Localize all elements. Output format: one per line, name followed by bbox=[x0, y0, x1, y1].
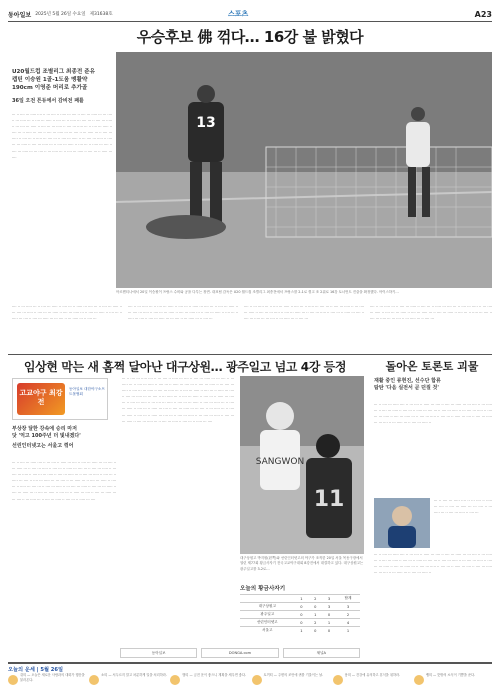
zodiac-icon bbox=[89, 675, 99, 685]
top-body-col-4: ···· ·· ··· ····· ··· ·· ···· ··· ····· ·· ···· ··· ·· ····· ··· ···· ··· ·· ···· ··· ····· ·· ··· ···· ··· ····· ·· ···· ··· ··· ····· ·· ···· ··· ····· ··· ·· ···· ··· ····· ·· ···· ··· ·· ····· ··· ···· ·· ···· ··· ····· ··· ··· ···· ·· ··· ····· ··· ·· ···· ··· bbox=[244, 305, 364, 322]
zodiac-icon bbox=[8, 675, 18, 685]
subdeck-line: 캡틴 이승원 1골-1도움 맹활약 bbox=[12, 77, 88, 84]
subdeck-line: U20월드컵 조별리그 최종전 준유 bbox=[12, 69, 96, 75]
ad-box[interactable]: 채널A bbox=[283, 648, 360, 658]
third-body-col-2: ··· ·· ···· ··· ····· ···· ·· ··· ···· ·· ····· ··· ···· ·· ···· ··· ····· ··· ··· ···· ·· ··· ····· ··· ·· ···· ··· ····· ·· ···· ··· bbox=[434, 499, 492, 516]
subdeck-line: 부상장 달한 강속에 승리 마저 bbox=[12, 426, 77, 432]
score-cell: 1 bbox=[295, 627, 309, 635]
top-photo-caption: 아르헨티나에서 20일 이승원이 프랑스 수비와 공을 다투는 장면. 대표팀 감독은 U20 월드컵 조별리그 최종전에서 프랑스를 2-1로 꺾고 조 2위로 16강 토너먼트 진출을 확정했다. 아이스하키… bbox=[116, 290, 399, 294]
match-photo bbox=[116, 52, 492, 288]
ryu-photo-image bbox=[374, 498, 430, 548]
zodiac-icon bbox=[414, 675, 424, 685]
series-logo-box bbox=[12, 378, 108, 420]
table-row bbox=[240, 611, 360, 619]
table-header: 1 bbox=[295, 595, 309, 603]
series-sponsor: 동아일보 대한야구소프트볼협회 bbox=[69, 387, 105, 397]
scoreboard bbox=[240, 584, 360, 644]
table-header: 2 bbox=[308, 595, 322, 603]
table-header: 합계 bbox=[336, 595, 360, 603]
top-body-col-2: ···· ·· ··· ····· ··· ·· ···· ··· ····· ·· ···· ··· ·· ····· ··· ···· ··· ·· ···· ··· ····· ·· ··· ···· ··· ····· ·· ···· ··· ··· ····· ·· ···· ··· ····· ··· ·· ···· ··· ····· ·· ···· ··· ·· ····· ··· ···· ·· ···· ··· ····· ··· ··· ···· ·· ··· ····· ··· ·· ···· ··· bbox=[12, 305, 122, 322]
score-total: 2 bbox=[336, 611, 360, 619]
score-cell: 1 bbox=[322, 619, 336, 627]
newspaper-logo: 동아일보 bbox=[8, 11, 32, 19]
page-number: A23 bbox=[474, 9, 492, 19]
score-total: 1 bbox=[336, 627, 360, 635]
section-name: 스포츠 bbox=[228, 10, 249, 18]
score-total: 4 bbox=[336, 619, 360, 627]
fortune-item bbox=[89, 673, 167, 687]
score-cell: 2 bbox=[308, 619, 322, 627]
third-body-col-1: ··· ·· ···· ··· ····· ···· ·· ··· ···· ·· ····· ··· ···· ·· ···· ··· ····· ··· ··· ···· ·· ··· ····· ··· ·· ···· ··· ····· ·· ···· ··· ·· ····· ··· ···· ··· ·· ···· ··· ····· ·· ··· ···· ··· ····· ·· ···· ··· ··· ····· ·· ···· ··· ····· ··· ·· ···· ··· ····· ·· ···· ··· ·· ····· ··· ···· ·· ···· ··· ····· ··· ··· ···· ·· ··· ····· ··· ·· ···· ··· ····· ·· bbox=[374, 403, 492, 426]
score-cell: 0 bbox=[322, 611, 336, 619]
match-photo-image bbox=[116, 52, 492, 288]
subdeck-line: 190cm 이영준 머리로 추가골 bbox=[12, 85, 88, 92]
svg-text:13: 13 bbox=[196, 115, 216, 131]
third-headline: 돌아온 토론토 괴물 bbox=[385, 360, 479, 373]
second-headline: 임상현 막는 새 홈쩍 달아난 대구상원… 광주일고 넘고 4강 등정 bbox=[23, 360, 347, 374]
ryu-photo bbox=[374, 498, 430, 548]
issue-number: 제31638호 bbox=[89, 12, 113, 17]
fortune-item bbox=[8, 673, 86, 687]
fortune-text: 소띠 — 서두르지 말고 차분하게 일을 처리하라. bbox=[101, 673, 167, 677]
scoreboard-table bbox=[240, 594, 360, 634]
svg-text:SANGWON: SANGWON bbox=[255, 457, 305, 467]
second-body-col-1: ··· ·· ···· ··· ····· ···· ·· ··· ···· ·· ····· ··· ···· ·· ···· ··· ····· ··· ··· ···· ·· ··· ····· ··· ·· ···· ··· ····· ·· ···· ··· ·· ····· ··· ···· ··· ·· ···· ··· ····· ·· ··· ···· ··· ····· ·· ···· ··· ··· ····· ·· ···· ··· ····· ··· ·· ···· ··· ····· ·· ···· ··· ·· ····· ··· ···· ·· ···· ··· ····· ··· ··· ···· ·· ··· ····· ··· ·· ···· ··· ····· ·· ···· ··· ·· ····· ··· ···· ··· ·· ···· ··· ····· ·· ··· ···· ··· ····· ·· ···· ··· ··· ····· ·· ···· ··· ····· ··· ·· ···· ··· ····· ·· ···· ··· ·· ····· ··· ···· ·· ···· ··· ····· ··· ··· ···· ·· ··· ····· ··· ·· ···· ··· ····· ·· ···· ··· ·· ····· ··· ···· bbox=[12, 461, 116, 502]
score-cell: 1 bbox=[308, 611, 322, 619]
ad-strip bbox=[120, 648, 360, 658]
zodiac-icon bbox=[333, 675, 343, 685]
second-body-col-2: ··· ·· ···· ··· ····· ···· ·· ··· ···· ·· ····· ··· ···· ·· ···· ··· ····· ··· ··· ···· ·· ··· ····· ··· ·· ···· ··· ····· ·· ···· ··· ·· ····· ··· ···· ··· ·· ···· ··· ····· ·· ··· ···· ··· ····· ·· ···· ··· ··· ····· ·· ···· ··· ····· ··· ·· ···· ··· ····· ·· ···· ··· ·· ····· ··· ···· ·· ···· ··· ····· ··· ··· ···· ·· ··· ····· ··· ·· ···· ··· ····· ·· ···· ··· ·· ····· ··· ···· ··· ·· ···· ··· ····· ·· ··· ···· ··· ····· ·· ···· ··· ··· ····· ·· ···· ··· ····· ··· ·· ···· ··· ····· ·· ···· ··· ·· ····· ··· ···· ·· ···· ··· ····· ··· ··· ···· ·· ··· ····· ··· ·· ···· ··· ····· ·· ···· ··· ·· ····· ··· ···· ··· ·· ···· ··· ····· ·· ··· ···· ··· ····· ·· ···· ··· ··· ····· ·· ···· ··· ····· ··· ·· ···· ··· ····· ·· ···· ··· ·· ····· ··· ···· bbox=[122, 377, 234, 424]
table-row bbox=[240, 603, 360, 611]
fortune-item bbox=[414, 673, 492, 687]
subdeck-line: 탐탄 '다음 실전서 곧 던질 것' bbox=[374, 385, 439, 392]
header-rule bbox=[8, 21, 492, 22]
third-subdeck bbox=[374, 378, 492, 393]
series-logo: 고교야구 최강전 bbox=[17, 383, 65, 415]
issue-date: 2025년 5월 26일 수요일 bbox=[35, 12, 86, 17]
top-body-col-5: ···· ·· ··· ····· ··· ·· ···· ··· ····· ·· ···· ··· ·· ····· ··· ···· ··· ·· ···· ··· ····· ·· ··· ···· ··· ····· ·· ···· ··· ··· ····· ·· ···· ··· ····· ··· ·· ···· ··· ····· ·· ···· ··· ·· ····· ··· ···· ·· ···· ··· ····· ··· ··· ···· ·· ··· ····· ··· ·· ···· ··· bbox=[370, 305, 492, 322]
section-rule bbox=[8, 354, 492, 355]
baseball-photo bbox=[240, 376, 364, 554]
team-name: 대구상원고 bbox=[240, 603, 295, 611]
subdeck-line: 닷 '억고 100주년 더 빛내겠다' bbox=[12, 433, 81, 440]
score-cell: 0 bbox=[295, 619, 309, 627]
fortune-row bbox=[8, 673, 492, 687]
score-total: 3 bbox=[336, 603, 360, 611]
top-body-col-3: ···· ·· ··· ····· ··· ·· ···· ··· ····· ·· ···· ··· ·· ····· ··· ···· ··· ·· ···· ··· ····· ·· ··· ···· ··· ····· ·· ···· ··· ··· ····· ·· ···· ··· ····· ··· ·· ···· ··· ····· ·· ···· ··· ·· ····· ··· ···· ·· ···· ··· ····· ··· ··· ···· ·· ··· ····· ··· ·· ···· ··· bbox=[128, 305, 238, 322]
fortune-section bbox=[8, 662, 492, 686]
fortune-item bbox=[170, 673, 248, 687]
fortune-text: 용띠 — 건강에 유의하고 휴식을 취하라. bbox=[344, 673, 401, 677]
score-cell: 0 bbox=[308, 603, 322, 611]
ad-box[interactable]: DONGA.com bbox=[201, 648, 278, 658]
top-body-col-1: ··· ·· ···· ··· ····· ···· ·· ··· ···· ·· ····· ··· ···· ·· ···· ··· ····· ··· ··· ···· ·· ··· ····· ··· ·· ···· ··· ····· ·· ···· ··· ·· ····· ··· ···· ··· ·· ···· ··· ····· ·· ··· ···· ··· ····· ·· ···· ··· ··· ····· ·· ···· ··· ····· ··· ·· ···· ··· ····· ·· ···· ··· ·· ····· ··· ···· ·· ···· ··· ····· ··· ··· ···· ·· ··· ····· ··· ·· ···· ··· ····· ·· ···· ··· ·· ····· ··· ···· ··· ·· ···· ··· ····· ·· ··· ···· ··· ····· ·· ···· ··· ··· ····· ·· ···· ··· ····· ··· ·· ···· ··· ····· ·· ···· ··· ·· ····· ··· ···· ·· ···· ··· ····· ··· ··· ···· ·· ··· ····· ··· ·· ···· ··· ····· ·· ···· ··· ·· ····· ··· ···· bbox=[12, 113, 112, 160]
third-body-col-3: ··· ·· ···· ··· ····· ···· ·· ··· ···· ·· ····· ··· ···· ·· ···· ··· ····· ··· ··· ···· ·· ··· ····· ··· ·· ···· ··· ····· ·· ···· ··· ·· ····· ··· ···· ··· ·· ···· ··· ····· ·· ··· ···· ··· ····· ·· ···· ··· ··· ····· ·· ···· ··· ····· ··· ·· ···· ··· ····· ·· ···· ··· ·· ····· ··· ···· ·· ···· ··· ····· ··· ··· ···· ·· ··· ····· ··· ·· ···· ··· ····· ·· bbox=[374, 553, 492, 576]
score-cell: 0 bbox=[308, 627, 322, 635]
ad-box[interactable]: 동아일보 bbox=[120, 648, 197, 658]
fortune-text: 뱀띠 — 뜻밖의 소식이 기쁨을 준다. bbox=[425, 673, 476, 677]
fortune-item bbox=[333, 673, 411, 687]
score-cell: 0 bbox=[295, 611, 309, 619]
score-cell: 0 bbox=[295, 603, 309, 611]
table-row bbox=[240, 627, 360, 635]
page-header bbox=[8, 8, 492, 20]
zodiac-icon bbox=[170, 675, 180, 685]
team-name: 광주일고 bbox=[240, 611, 295, 619]
top-subdeck bbox=[12, 68, 112, 105]
second-subdeck bbox=[12, 426, 116, 451]
fortune-text: 범띠 — 금전 운이 좋으니 계획을 세우면 좋다. bbox=[182, 673, 246, 677]
subdeck-line: 36일 오전 튼듀에서 감비전 패를 bbox=[12, 97, 84, 104]
fortune-title: 오늘의 운세 | 5월 26일 bbox=[8, 667, 64, 673]
zodiac-icon bbox=[252, 675, 262, 685]
scoreboard-title: 오늘의 황금사자기 bbox=[240, 586, 286, 592]
table-header: 3 bbox=[322, 595, 336, 603]
table-header bbox=[240, 595, 295, 603]
team-name: 서울고 bbox=[240, 627, 295, 635]
fortune-item bbox=[252, 673, 330, 687]
fortune-text: 토끼띠 — 주변의 조언에 귀를 기울이는 날. bbox=[263, 673, 324, 677]
baseball-photo-image bbox=[240, 376, 364, 554]
subdeck-line: 재활 중인 류현진, 선수단 합류 bbox=[374, 378, 441, 384]
table-row bbox=[240, 619, 360, 627]
baseball-photo-caption: 대구상원고 박지원(왼쪽)와 선린인터넷고의 야구가 조직한 20일 서울 목동구장에서 열린 제77회 황금사자기 전국고교야구대회 8강전에서 대결하고 있다. 대구상원고는 광주일고를 3-2로… bbox=[240, 556, 364, 571]
subdeck-line: 선린인터넷고는 서울고 꺾어 bbox=[12, 443, 74, 450]
score-cell: 0 bbox=[322, 627, 336, 635]
top-headline: 우승후보 佛 꺾다… 16강 불 밝혔다 bbox=[136, 28, 364, 46]
fortune-text: 쥐띠 — 오늘은 새로운 사람과의 대화가 행운을 불러온다. bbox=[20, 673, 85, 682]
score-cell: 3 bbox=[322, 603, 336, 611]
team-name: 선린인터넷고 bbox=[240, 619, 295, 627]
table-header-row bbox=[240, 595, 360, 603]
svg-text:11: 11 bbox=[313, 487, 345, 512]
